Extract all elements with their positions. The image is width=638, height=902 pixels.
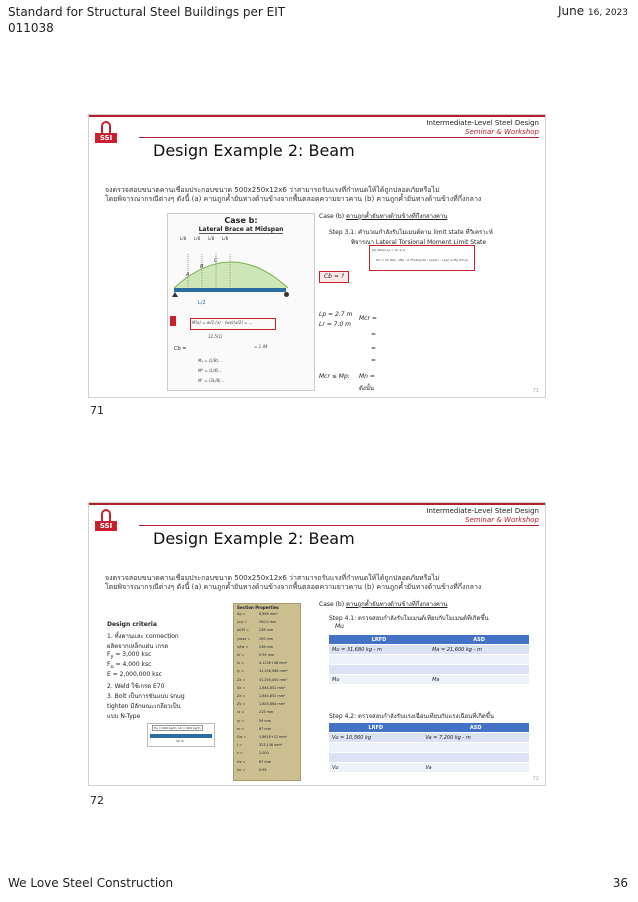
criteria-item: แบบ N-Type — [107, 713, 141, 720]
criteria-fu-sub: u — [110, 664, 114, 671]
case-title-text: คานถูกค้ำยันทางด้านข้างที่กึ่งกลางคาน — [346, 601, 448, 608]
beam-load-figure — [147, 723, 215, 747]
criteria-fy-symbol: F — [107, 651, 111, 658]
section-property-value: 1.861E+12 mm⁶ — [259, 735, 288, 739]
slide-number: 71 — [532, 388, 539, 394]
moment-curve — [174, 262, 288, 288]
section-property-key: Ag = — [237, 612, 246, 616]
table-row — [329, 665, 529, 675]
criteria-fu-symbol: F — [107, 661, 111, 668]
section-property-key: ycg = — [237, 620, 247, 625]
table-cell: Mu — [329, 675, 429, 685]
section-property-row — [237, 686, 285, 690]
section-property-value: 238 mm — [259, 628, 274, 633]
logo-text: SSI — [95, 133, 117, 143]
header-date-rest: 16, 2023 — [587, 8, 628, 18]
section-property-key: Ix = — [237, 661, 244, 666]
case-b-subtitle-text: Lateral Brace at Midspan — [198, 226, 284, 233]
section-property-row — [237, 710, 273, 714]
f2-2-equation-box — [369, 245, 475, 271]
therefore-text: ดังนั้น — [359, 385, 375, 392]
eq-line: = — [371, 331, 377, 338]
section-property-key: bf/2t = — [237, 628, 249, 633]
section-property-row — [237, 751, 269, 755]
page-number-72: 72 — [90, 794, 104, 807]
brand-line2: Seminar & Workshop — [465, 516, 539, 524]
section-properties-title: Section Properties — [237, 605, 279, 610]
section-property-value: 1.000 — [259, 751, 269, 756]
case-title — [319, 211, 447, 221]
criteria-fu — [107, 661, 151, 670]
section-property-row — [237, 694, 285, 698]
point-b: B — [200, 264, 204, 270]
section-property-row — [237, 678, 287, 682]
page-number-71: 71 — [90, 404, 104, 417]
table-cell — [422, 743, 529, 753]
section-property-value: 250 mm — [259, 636, 274, 641]
section-property-key: Zx = — [237, 677, 246, 682]
section-property-key: h/tw = — [237, 644, 249, 649]
case-title-prefix: Case (b) — [319, 601, 346, 608]
section-property-value: 1,644,852 mm³ — [259, 694, 286, 698]
mb-formula: Mᴮ = (L/4)... — [198, 368, 223, 373]
problem-line2: โดยพิจารณากรณีต่างๆ ดังนี้ (a) คานถูกค้ำยันทางด้านข้างจากพื้นตลอดความยาวคาน (b) คานถูกค้ำยันทางด้านข้างที่กึ่งกลาง — [105, 583, 482, 591]
section-property-row — [237, 653, 274, 657]
col-lrfd: LRFD — [329, 723, 422, 733]
section-property-value: 250.0 mm — [259, 620, 277, 625]
step-3-1-sub: พิจารณา Lateral Torsional Moment Limit State — [351, 239, 487, 246]
slide-top-rule — [89, 503, 545, 505]
cb-label: Cb = — [174, 346, 187, 352]
section-property-value: 238 mm — [259, 644, 274, 649]
moment-check-table — [329, 635, 529, 684]
mu-label: Mu — [335, 623, 344, 630]
criteria-fy-value: = 3,000 ksc — [113, 651, 152, 658]
footer-slogan: We Love Steel Construction — [8, 876, 174, 890]
moment-formula: M(x) = w/2 (x) - (wx)(x/2) = ... — [192, 320, 253, 325]
section-property-value: 67 mm — [259, 726, 271, 731]
col-lrfd: LRFD — [329, 635, 429, 645]
section-property-value: 1,644,852 mm³ — [259, 685, 286, 690]
step-3-1: Step 3.1: คำนวณกำลังรับโมเมนต์ตาม limit state ที่วิเคราะห์ — [329, 229, 493, 236]
criteria-fy-sub: y — [110, 654, 114, 661]
mcr-mp-check: Mcr ≤ Mp: — [319, 373, 350, 380]
brand-line1: Intermediate-Level Steel Design — [426, 507, 539, 515]
table-cell — [422, 753, 529, 763]
section-property-key: rx = — [237, 710, 245, 715]
header-title — [8, 4, 285, 36]
f2-2-condition: (b) When Lp < Lb ≤ Lr — [372, 248, 406, 252]
criteria-fy — [107, 651, 151, 660]
section-property-key: c = — [237, 751, 243, 756]
table-header-row — [329, 723, 529, 733]
header-date — [558, 4, 628, 18]
brand-line2: Seminar & Workshop — [465, 128, 539, 136]
table-cell — [429, 665, 529, 675]
beam-length: 10 m — [176, 739, 184, 743]
table-row — [329, 645, 529, 655]
table-cell: Vu = 10,560 kg — [329, 733, 422, 743]
ma-formula: Mₐ = (L/8)... — [198, 358, 222, 363]
section-property-key: ymax = — [237, 636, 251, 641]
logo-text: SSI — [95, 521, 117, 531]
section-property-row — [237, 628, 273, 632]
lp-value: Lp = 2.7 m — [319, 311, 353, 318]
table-cell: Ma = 21,600 kg - m — [429, 645, 529, 655]
shear-check-table — [329, 723, 529, 772]
slide-72 — [88, 502, 546, 786]
f2-2-equation: Mn = Cb [Mp - (Mp - 0.7FySx)((Lb - Lp)/(Lr - Lp))] ≤ Mp (F2-2) — [376, 258, 468, 262]
section-property-value: 4.113E+08 mm⁴ — [259, 661, 288, 666]
slide-71 — [88, 114, 546, 398]
pin-support-icon — [172, 292, 178, 297]
case-b-title: Case b: — [224, 216, 258, 225]
table-header-row — [329, 635, 529, 645]
criteria-title: Design criteria — [107, 621, 157, 628]
section-property-row — [237, 735, 287, 739]
ssi-logo — [95, 121, 117, 143]
table-cell: Va — [422, 763, 529, 773]
section-property-key: ho = — [237, 767, 246, 772]
section-property-value: 0.95 — [259, 767, 267, 772]
section-property-key: Sx = — [237, 685, 246, 690]
section-property-row — [237, 612, 278, 616]
section-property-value: 1,803,864 mm³ — [259, 702, 286, 707]
table-cell: Ma — [429, 675, 529, 685]
tick-label: L/8 — [208, 236, 215, 241]
section-property-row — [237, 760, 271, 764]
criteria-item: E = 2,000,000 ksc — [107, 671, 162, 678]
section-property-key: Cw = — [237, 735, 247, 739]
section-property-value: 31,256,568 mm⁴ — [259, 669, 288, 674]
brand-rule — [139, 525, 539, 526]
case-title — [319, 599, 447, 609]
beam-bar — [174, 288, 286, 292]
mc-formula: Mᶜ = (3L/8)... — [198, 378, 225, 383]
section-property-key: Zx = — [237, 694, 246, 698]
criteria-item: 1. ทั้งคานและ connection — [107, 633, 179, 640]
cb-value: = 1.44 — [254, 344, 268, 349]
eq-line: = — [371, 345, 377, 352]
criteria-item: 3. Bolt เป็นการขันแบบ snug — [107, 693, 185, 700]
case-title-text: คานถูกค้ำยันทางด้านข้างที่กึ่งกลางคาน — [346, 213, 448, 220]
table-row — [329, 763, 529, 773]
slide-number: 72 — [532, 776, 539, 782]
case-b-subtitle — [168, 226, 314, 233]
section-property-value: 323,136 mm⁴ — [259, 743, 283, 748]
section-property-row — [237, 620, 276, 624]
step-4-1: Step 4.1: ตรวจสอบกำลังรับโมเมนต์เทียบกับโมเมนต์ที่เกิดขึ้น — [329, 615, 489, 622]
table-row — [329, 675, 529, 685]
table-cell — [329, 665, 429, 675]
eq-line: = — [371, 357, 377, 364]
section-property-row — [237, 702, 285, 706]
section-property-value: 59 mm — [259, 718, 271, 723]
header-date-month: June — [557, 4, 585, 18]
criteria-item: ผลิตจากเหล็กแผ่น เกรด — [107, 643, 169, 650]
beam-bar — [150, 734, 212, 738]
beam-load-label: Pu = 600 kg/m, Lb = 900 kg/m — [154, 726, 201, 730]
problem-line1: จงตรวจสอบขนาดคานเชื่อมประกอบขนาด 500x250x12x6 ว่าสามารถรับแรงที่กำหนดให้ได้ถูกปลอดภัยหรือไม่ — [105, 186, 440, 194]
criteria-fu-value: = 4,000 ksc — [113, 661, 152, 668]
col-asd: ASD — [422, 723, 529, 733]
lr-value: Lr = 7.0 m — [319, 321, 351, 328]
table-row — [329, 733, 529, 743]
header-line1: Standard for Structural Steel Buildings per EIT — [8, 5, 286, 19]
roller-support-icon — [284, 292, 289, 297]
section-property-row — [237, 669, 287, 673]
footer-page-number: 36 — [612, 876, 628, 890]
section-property-row — [237, 719, 271, 723]
slide-title: Design Example 2: Beam — [153, 529, 355, 548]
mcr-label: Mcr = — [359, 315, 377, 322]
point-a: A — [186, 272, 190, 278]
span-label: L/2 — [198, 300, 206, 306]
section-property-key: bf = — [237, 653, 245, 657]
tick-label: L/8 — [222, 236, 229, 241]
section-property-row — [237, 727, 271, 731]
point-c: C — [214, 258, 218, 264]
section-property-value: 215 mm — [259, 710, 274, 715]
logo-hook-icon — [101, 121, 111, 133]
section-property-row — [237, 768, 267, 772]
moment-diagram — [174, 254, 288, 290]
problem-line1: จงตรวจสอบขนาดคานเชื่อมประกอบขนาด 500x250x12x6 ว่าสามารถรับแรงที่กำหนดให้ได้ถูกปลอดภัยหรือไม่ — [105, 574, 440, 582]
section-property-key: Zy = — [237, 702, 246, 707]
table-row — [329, 753, 529, 763]
table-cell — [429, 655, 529, 665]
section-property-row — [237, 637, 273, 641]
logo-hook-icon — [101, 509, 111, 521]
slide-title: Design Example 2: Beam — [153, 141, 355, 160]
section-property-key: rts = — [237, 759, 246, 764]
table-cell — [329, 655, 429, 665]
brand-rule — [139, 137, 539, 138]
cb-question: Cb = ? — [319, 271, 349, 283]
ssi-logo — [95, 509, 117, 531]
section-property-row — [237, 645, 273, 649]
section-property-value: 8,856 mm² — [259, 612, 278, 616]
table-cell: Mu = 31,680 kg - m — [329, 645, 429, 655]
criteria-item: tighten มีลักษณะเกลียวเป็น — [107, 703, 181, 710]
table-row — [329, 655, 529, 665]
section-property-key: Iy = — [237, 669, 244, 674]
case-b-figure — [167, 213, 315, 391]
criteria-item: 2. Weld ใช้เกรด E70 — [107, 683, 165, 690]
step-4-2: Step 4.2: ตรวจสอบกำลังรับแรงเฉือนเทียบกับแรงเฉือนที่เกิดขึ้น — [329, 713, 494, 720]
tick-label: L/8 — [180, 236, 187, 241]
section-property-key: ro = — [237, 726, 245, 731]
table-cell — [329, 743, 422, 753]
section-property-key: J = — [237, 743, 242, 748]
problem-line2: โดยพิจารณากรณีต่างๆ ดังนี้ (a) คานถูกค้ำยันทางด้านข้างจากพื้นตลอดความยาวคาน (b) คานถูกค้ำยันทางด้านข้างที่กึ่งกลาง — [105, 195, 482, 203]
section-properties-panel — [233, 603, 301, 781]
case-title-prefix: Case (b) — [319, 213, 346, 220]
tick-label: L/8 — [194, 236, 201, 241]
section-property-value: 31,250,000 mm³ — [259, 677, 288, 682]
section-property-value: 0.95 mm — [259, 653, 275, 657]
col-asd: ASD — [429, 635, 529, 645]
brand-line1: Intermediate-Level Steel Design — [426, 119, 539, 127]
mn-label: Mn = — [359, 373, 375, 380]
section-property-row — [237, 743, 282, 747]
reaction-arrow-icon — [170, 316, 176, 326]
table-cell: Vu — [329, 763, 422, 773]
cb-fraction: 12.5(1) — [208, 334, 223, 339]
header-line2: 011038 — [8, 21, 54, 35]
table-row — [329, 743, 529, 753]
table-cell: Va = 7,200 kg - m — [422, 733, 529, 743]
section-property-value: 67 mm — [259, 759, 271, 764]
section-property-row — [237, 661, 287, 665]
section-property-key: ry = — [237, 718, 245, 723]
table-cell — [329, 753, 422, 763]
slide-top-rule — [89, 115, 545, 117]
